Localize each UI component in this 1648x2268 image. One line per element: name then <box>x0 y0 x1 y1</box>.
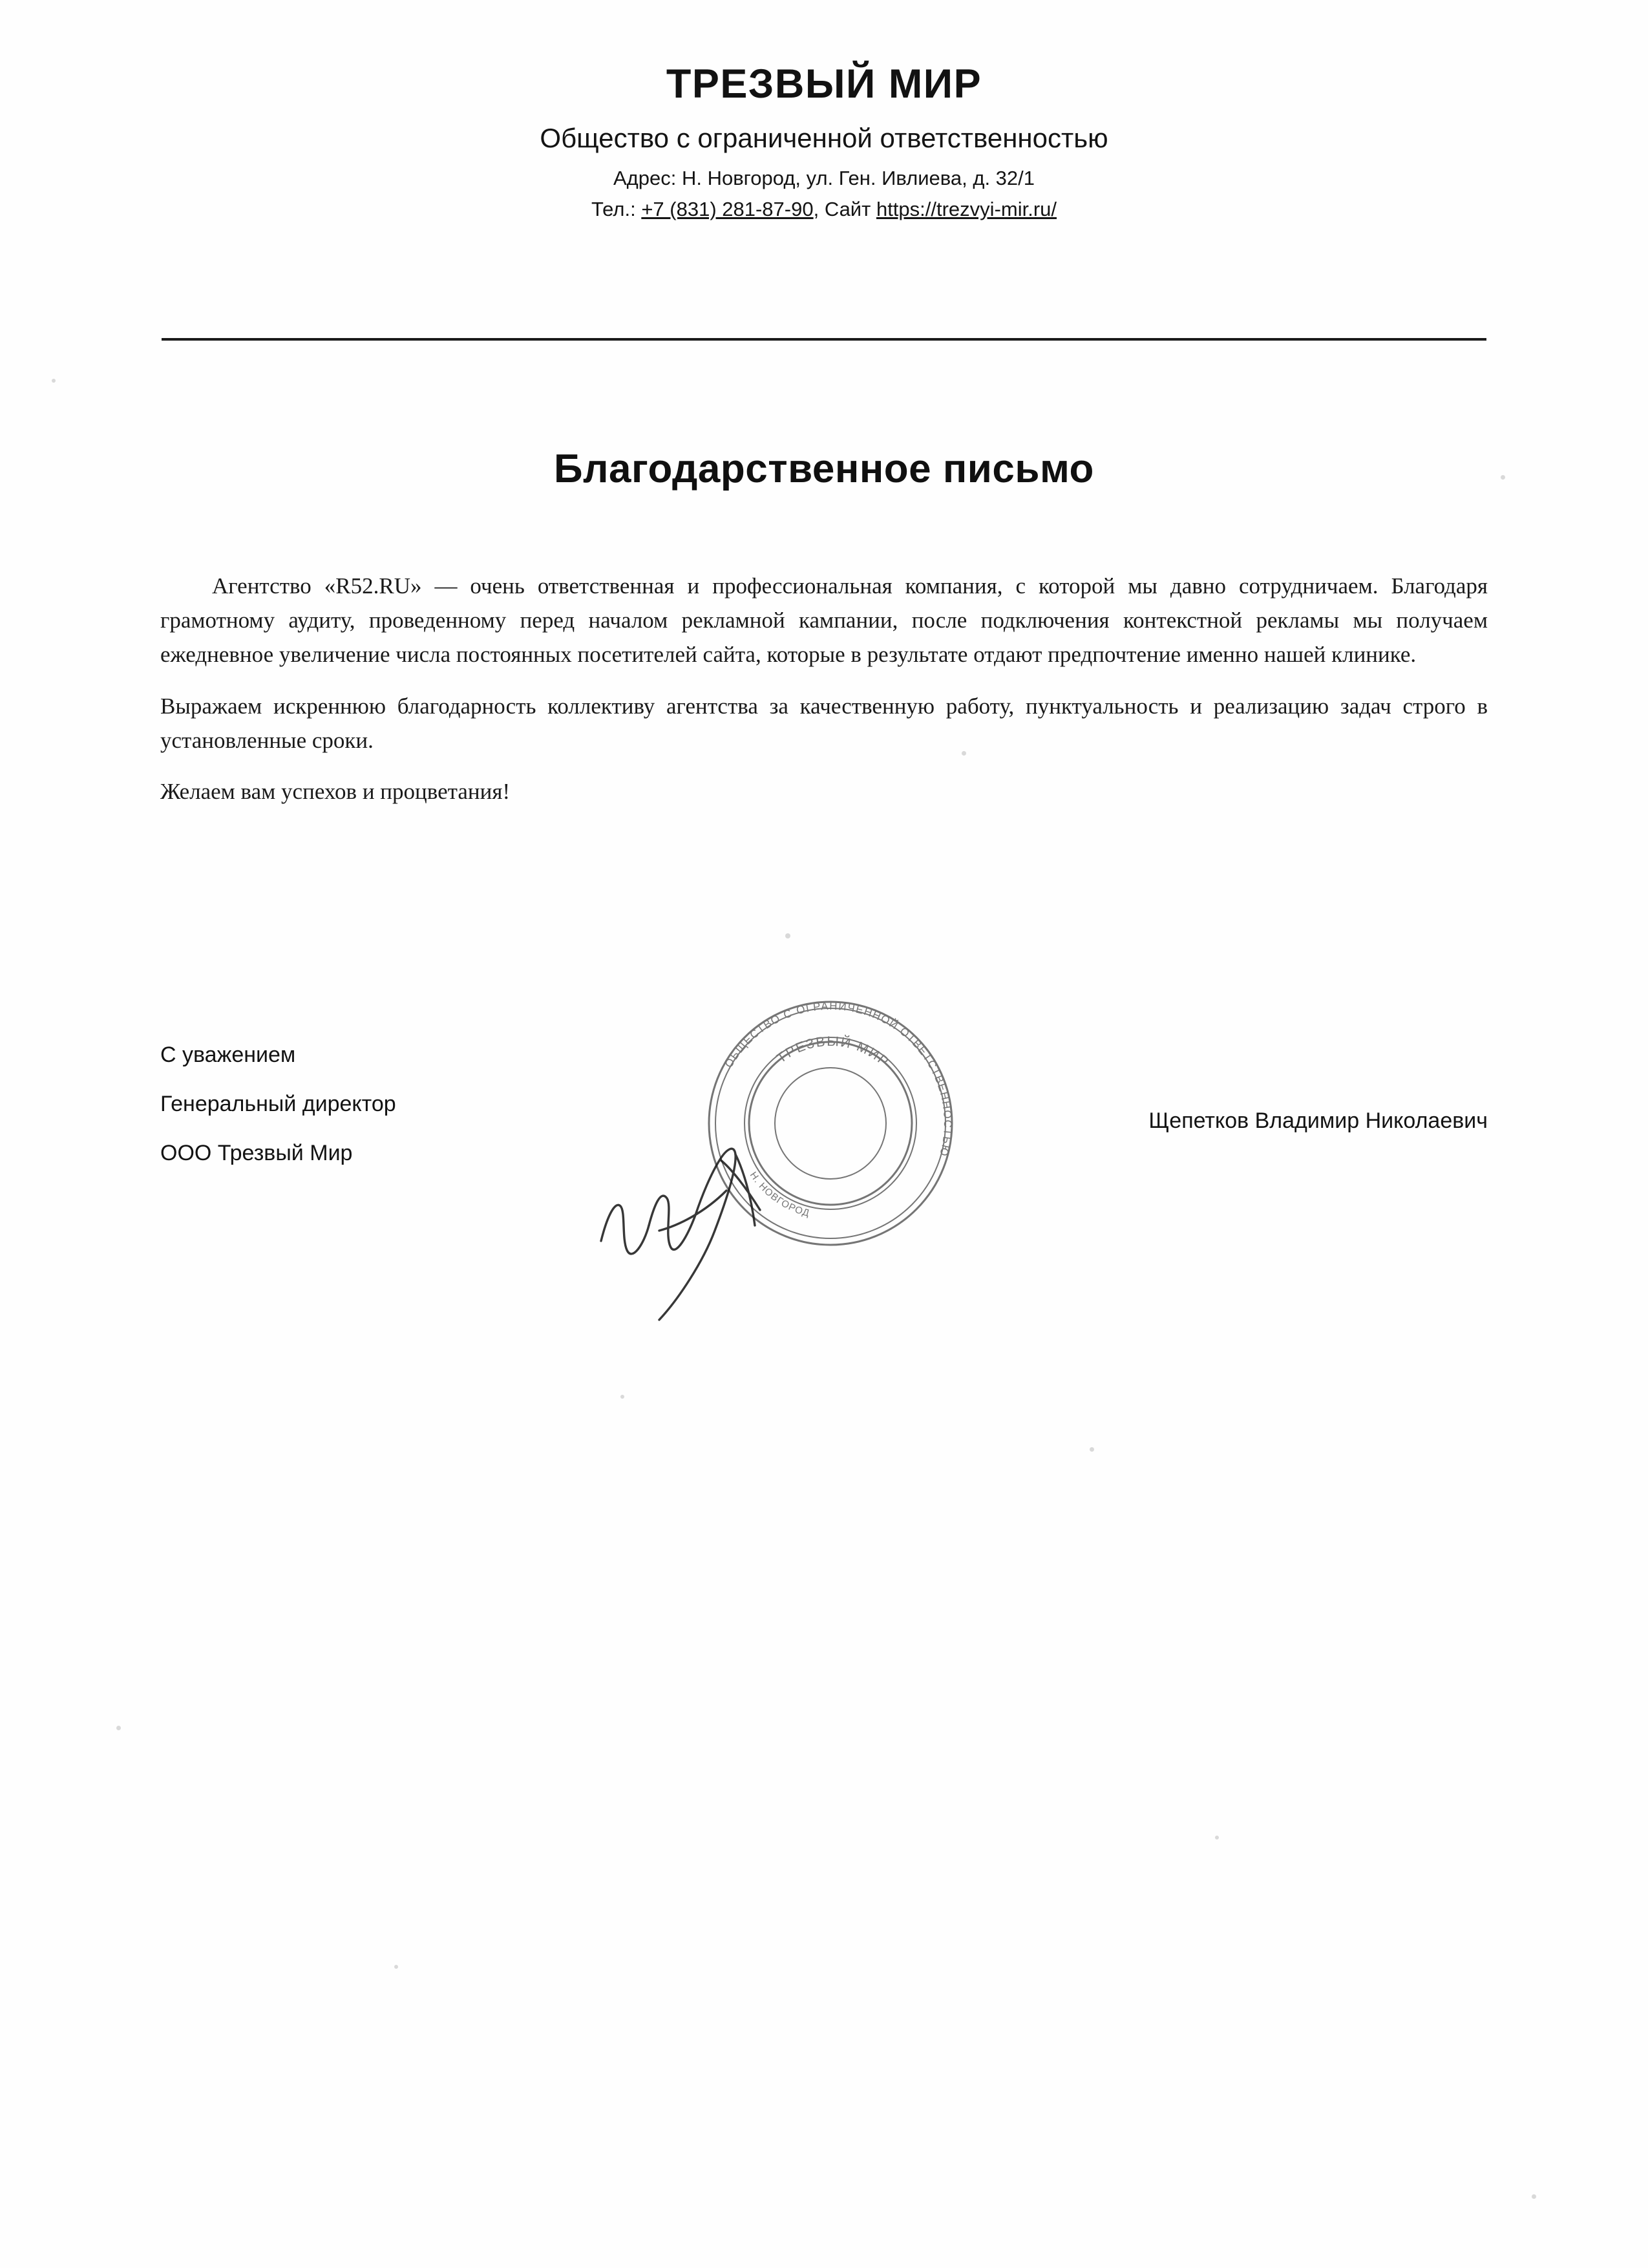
scan-speck <box>394 1965 398 1969</box>
body-paragraph: Желаем вам успехов и процветания! <box>160 778 511 804</box>
contacts-separator: , Сайт <box>813 197 876 220</box>
svg-text:ТРЕЗВЫЙ МИР: ТРЕЗВЫЙ МИР <box>774 1033 893 1070</box>
company-address: Адрес: Н. Новгород, ул. Ген. Ивлиева, д. 32/1 <box>613 166 1035 189</box>
scan-speck <box>1090 1447 1094 1452</box>
letterhead <box>0 62 1648 221</box>
body-paragraph: Выражаем искреннюю благодарность коллективу агентства за качественную работу, пунктуальность и реализацию задач строго в установленные сроки. <box>160 693 1488 753</box>
scan-speck <box>1532 2194 1536 2199</box>
signature-position: Генеральный директор <box>160 1092 396 1116</box>
letter-body <box>160 569 1488 825</box>
contacts-phone-prefix: Тел.: <box>591 197 642 220</box>
scan-speck <box>116 1726 121 1730</box>
page-title: Благодарственное письмо <box>554 447 1094 491</box>
website-link[interactable]: https://trezvyi-mir.ru/ <box>876 197 1057 220</box>
signer-name: Щепетков Владимир Николаевич <box>1148 1108 1488 1133</box>
phone-link[interactable]: +7 (831) 281-87-90 <box>641 197 814 220</box>
header-divider <box>162 338 1486 341</box>
scan-speck <box>1215 1836 1219 1839</box>
handwritten-signature <box>582 1092 853 1351</box>
company-name: ТРЕЗВЫЙ МИР <box>666 61 982 107</box>
svg-text:Н. НОВГОРОД: Н. НОВГОРОД <box>747 1169 812 1220</box>
scan-speck <box>52 379 56 383</box>
signature-organization: ООО Трезвый Мир <box>160 1141 353 1165</box>
scan-speck <box>785 933 790 938</box>
svg-text:ОБЩЕСТВО С ОГРАНИЧЕННОЙ ОТВЕТС: ОБЩЕСТВО С ОГРАНИЧЕННОЙ ОТВЕТСТВЕННОСТЬЮ <box>722 999 955 1158</box>
company-contacts <box>0 198 1648 221</box>
scan-speck <box>620 1395 624 1399</box>
signature-block <box>160 1044 396 1191</box>
body-paragraph: Агентство «R52.RU» — очень ответственная и профессиональная компания, с которой мы давно сотрудничаем. Благодаря грамотному аудиту, проведенному перед началом рекламной кампании, после подключения контекстной рекламы мы получаем ежедневное увеличение числа постоянных посетителей сайта, которые в результате отдают предпочтение именно нашей клинике. <box>160 573 1488 668</box>
company-legal-form: Общество с ограниченной ответственностью <box>540 123 1108 154</box>
signature-closing: С уважением <box>160 1043 296 1067</box>
